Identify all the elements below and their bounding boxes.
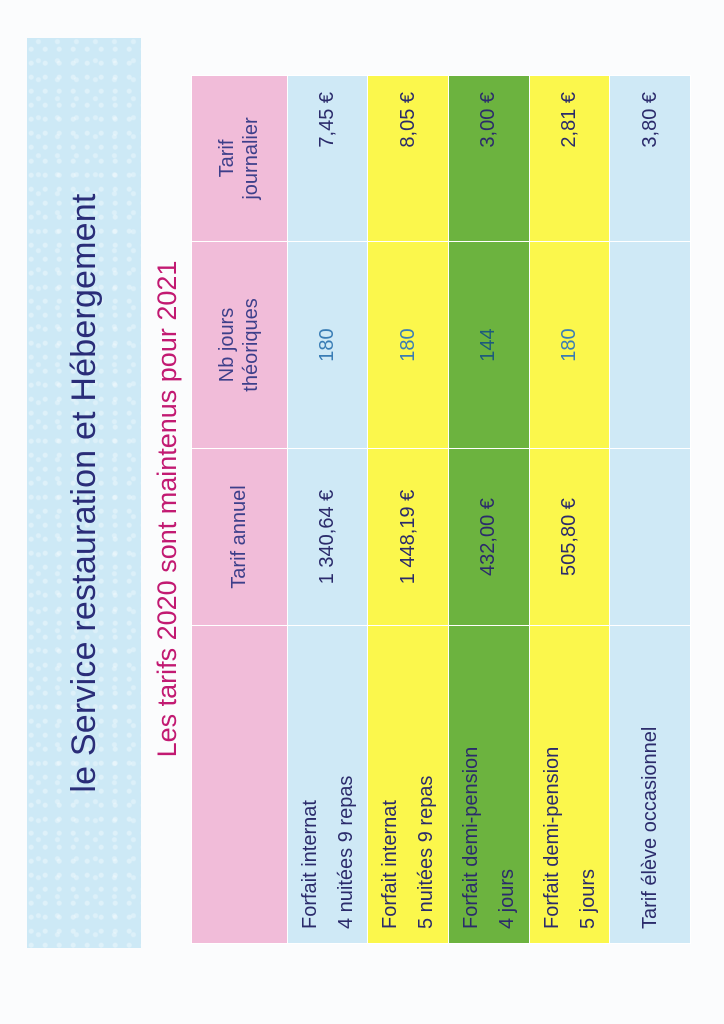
page-title: le Service restauration et Hébergement: [64, 193, 103, 793]
table-row: [610, 76, 691, 944]
row-label-line2: 4 jours: [495, 868, 518, 929]
row-label-line2: 5 nuitées 9 repas: [415, 775, 438, 929]
row-tarif-journalier: 8,05 €: [368, 76, 449, 242]
row-label: [287, 626, 368, 944]
row-tarif-journalier: 3,80 €: [610, 76, 691, 242]
row-tarif-annuel: 1 340,64 €: [287, 449, 368, 626]
row-nb-jours: 180: [287, 242, 368, 449]
row-nb-jours: [610, 242, 691, 449]
header-nb-jours: [192, 242, 288, 449]
row-label: [449, 626, 530, 944]
table-row: [368, 76, 449, 944]
row-label: [368, 626, 449, 944]
header-tarif-annuel: Tarif annuel: [192, 449, 288, 626]
header-nb-jours-line2: théoriques: [240, 298, 263, 392]
row-label-line2: 5 jours: [576, 868, 599, 929]
header-tarif-journalier-line1: Tarif: [216, 139, 239, 178]
row-tarif-journalier: 3,00 €: [449, 76, 530, 242]
row-nb-jours: 144: [449, 242, 530, 449]
row-tarif-annuel: 432,00 €: [449, 449, 530, 626]
row-tarif-annuel: 505,80 €: [529, 449, 610, 626]
header-empty-cell: [192, 626, 288, 944]
row-tarif-annuel: [610, 449, 691, 626]
table-row: [529, 76, 610, 944]
row-label-line1: Forfait demi-pension: [459, 746, 482, 929]
row-tarif-annuel: 1 448,19 €: [368, 449, 449, 626]
row-nb-jours: 180: [529, 242, 610, 449]
row-label-line2: 4 nuitées 9 repas: [334, 775, 357, 929]
table-header-row: [192, 76, 288, 944]
table-row: [449, 76, 530, 944]
row-tarif-journalier: 7,45 €: [287, 76, 368, 242]
row-label-line1: Tarif élève occasionnel: [639, 726, 662, 929]
title-banner: [27, 38, 141, 948]
header-tarif-journalier-line2: journalier: [240, 117, 263, 200]
row-label-line1: Forfait internat: [298, 800, 321, 929]
row-label: [610, 626, 691, 944]
header-tarif-journalier: [192, 76, 288, 242]
tariff-table: [191, 75, 691, 944]
row-label-line1: Forfait internat: [379, 800, 402, 929]
row-label-line1: Forfait demi-pension: [540, 746, 563, 929]
row-label: [529, 626, 610, 944]
header-nb-jours-line1: Nb jours: [216, 307, 239, 383]
page-subtitle: Les tarifs 2020 sont maintenus pour 2021: [151, 260, 182, 758]
row-tarif-journalier: 2,81 €: [529, 76, 610, 242]
table-row: [287, 76, 368, 944]
row-nb-jours: 180: [368, 242, 449, 449]
